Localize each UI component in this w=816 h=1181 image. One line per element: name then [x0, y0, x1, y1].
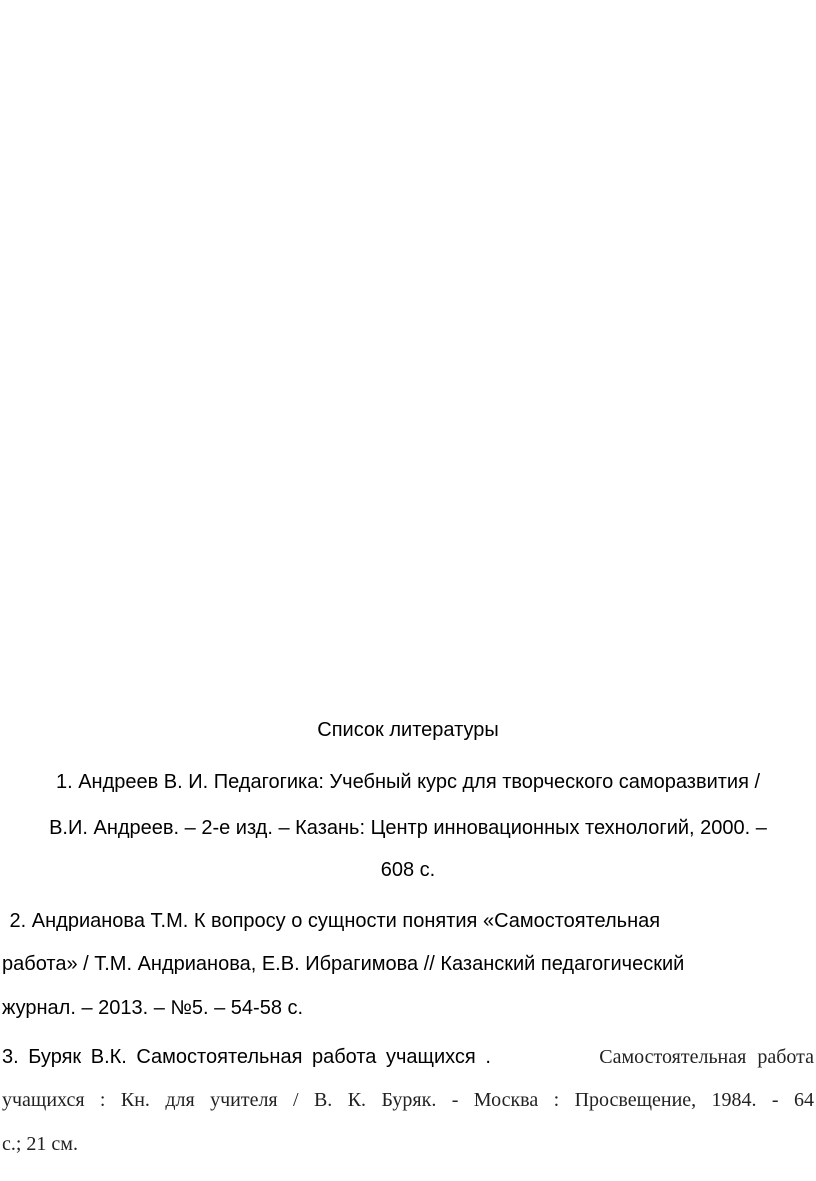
reference-2-line-3: журнал. – 2013. – №5. – 54-58 с. [2, 997, 304, 1019]
reference-1-line-2: В.И. Андреев. – 2-е изд. – Казань: Центр инновационных технологий, 2000. – [49, 817, 767, 839]
reference-3-subtitle: Самостоятельная работа [599, 1046, 814, 1068]
reference-1-line-3: 608 с. [380, 859, 436, 881]
reference-1-line-1: 1. Андреев В. И. Педагогика: Учебный курс для творческого саморазвития / [55, 771, 761, 793]
reference-3-line-3: с.; 21 см. [2, 1133, 78, 1155]
reference-3-author-title: 3. Буряк В.К. Самостоятельная работа учащихся . [2, 1046, 491, 1068]
reference-3-line-2: учащихся : Кн. для учителя / В. К. Буряк. - Москва : Просвещение, 1984. - 64 [2, 1089, 814, 1111]
reference-3-line-1 [2, 1043, 814, 1071]
bibliography-title: Список литературы [317, 719, 499, 741]
reference-2-line-2: работа» / Т.М. Андрианова, Е.В. Ибрагимова // Казанский педагогический [2, 953, 685, 975]
reference-2-line-1: 2. Андрианова Т.М. К вопросу о сущности понятия «Самостоятельная [4, 910, 661, 932]
